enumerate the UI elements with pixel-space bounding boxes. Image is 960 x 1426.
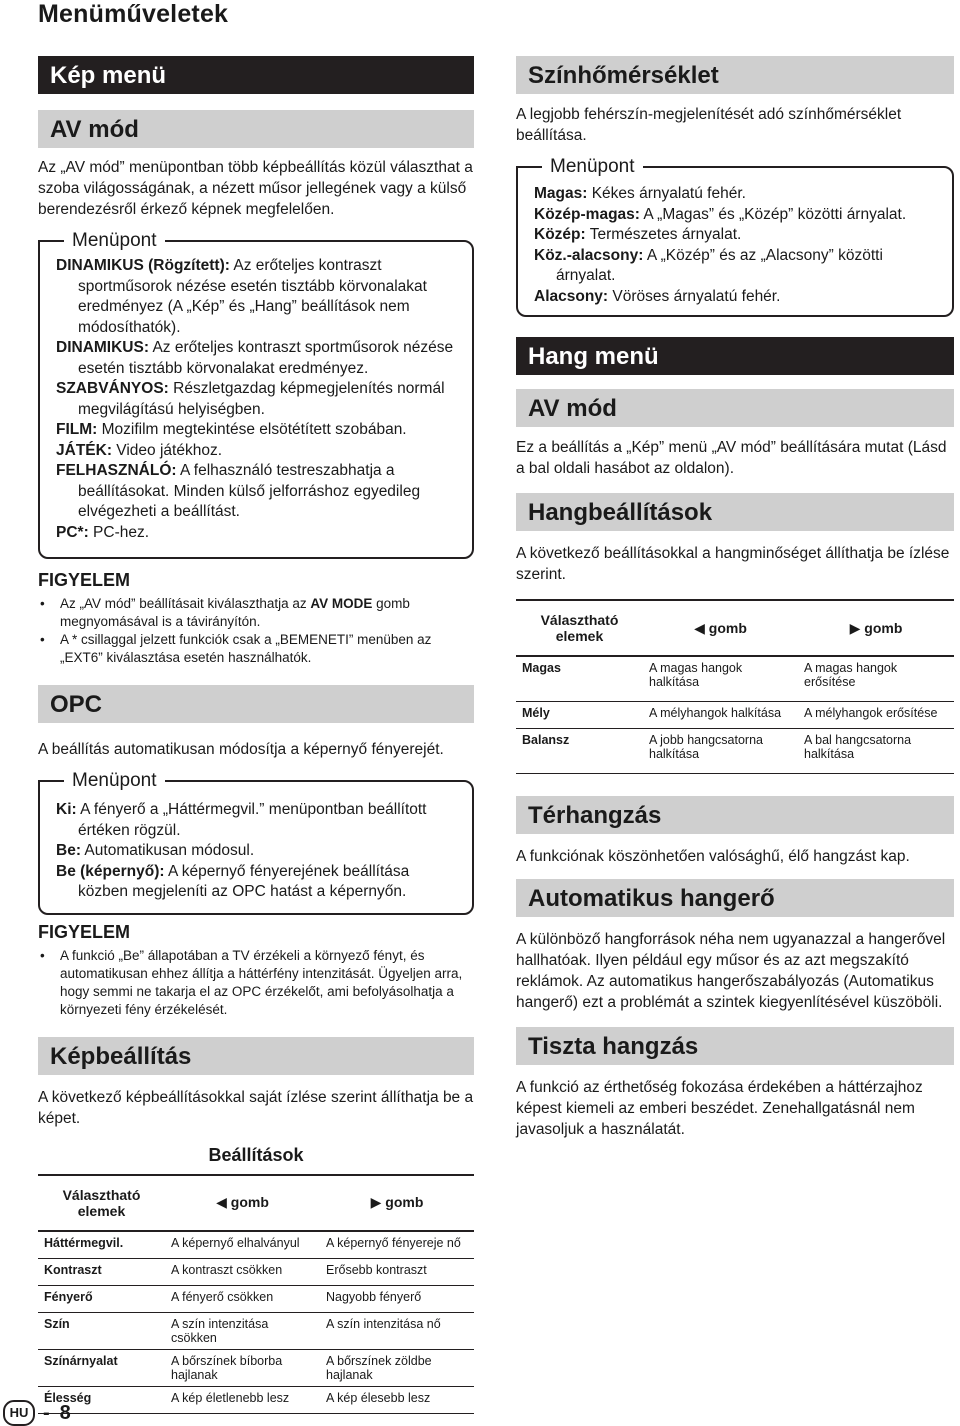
page-number-value: 8 [59, 1401, 71, 1424]
szinhomerseklet-intro: A legjobb fehérszín-megjelenítését adó színhőmérséklet beállítása. [516, 106, 902, 144]
menu-item-term: SZABVÁNYOS: [56, 380, 169, 397]
menu-item-text: Az erőteljes kontraszt sportműsorok nézése esetén tisztább körvonalakat eredményez (A „Kép” és „Hang” beállítások nem módosíthatók). [78, 257, 427, 336]
kepbeallitas-table [38, 1174, 474, 1414]
menu-item [56, 800, 462, 841]
menu-item-text: Az erőteljes kontraszt sportműsorok nézése esetén tisztább körvonalakat eredményez. [78, 339, 454, 377]
table-cell: A szín intenzitása csökken [165, 1312, 320, 1349]
menu-legend: Menüpont [542, 155, 643, 179]
page-separator: - [43, 1401, 50, 1424]
table-cell: Erősebb kontraszt [320, 1258, 474, 1285]
table-cell: Nagyobb fényerő [320, 1285, 474, 1312]
page-number [3, 1400, 71, 1426]
table-header-cell: ▶ gomb [320, 1175, 474, 1231]
table-row [516, 656, 954, 702]
table-row [38, 1231, 474, 1259]
menu-item-term: Közép: [534, 226, 586, 243]
menu-item-term: Be: [56, 842, 81, 859]
menu-item-term: Alacsony: [534, 287, 609, 305]
table-cell: Mély [516, 702, 643, 729]
menu-item-term: FILM: [56, 421, 98, 438]
table-cell: Fényerő [38, 1285, 165, 1312]
av-mod-hang-intro: Ez a beállítás a „Kép” menü „AV mód” beállítására mutat (Lásd a bal oldali hasábot az oldalon). [516, 439, 947, 477]
terhangzas-intro: A funkciónak köszönhetően valósághű, élő hangzást kap. [516, 848, 910, 865]
table-header-cell: Választható elemek [516, 600, 643, 656]
menu-item [56, 523, 462, 544]
table-row [38, 1312, 474, 1349]
table-cell: A bőrszínek zöldbe hajlanak [320, 1349, 474, 1386]
language-badge: HU [3, 1400, 35, 1426]
left-column [38, 56, 474, 1414]
table-cell: Háttérmegvil. [38, 1231, 165, 1259]
menu-item-text: Kékes árnyalatú fehér. [587, 185, 746, 202]
szin-items [534, 184, 942, 307]
note-item: • A funkció „Be” állapotában a TV érzékeli a környező fényt, és automatikusan ehhez állítja a háttérfény intenzitását. Ügyeljen arra, hogy semmi ne takarja el az OPC érzékelőt, ami befolyásolhatja a környezeti fény érzékelését. [38, 947, 474, 1019]
menu-item-term: Közép-magas: [534, 205, 640, 223]
table-cell: A mélyhangok erősítése [798, 702, 954, 729]
menu-item-term: FELHASZNÁLÓ: [56, 462, 177, 479]
heading-automatikus-hangero: Automatikus hangerő [516, 879, 954, 917]
heading-szinhomerseklet: Színhőmérséklet [516, 56, 954, 94]
menu-item-text: A „Közép” és az „Alacsony” közötti árnyalat. [556, 246, 883, 284]
menu-item-text: Mozifilm megtekintése elsötétített szobában. [97, 421, 407, 438]
note-item: • Az „AV mód” beállításait kiválaszthatja az AV MODE gomb megnyomásával is a távirányítón. [38, 595, 474, 631]
kepbeallitas-intro: A következő képbeállításokkal saját ízlése szerint állíthatja be a képet. [38, 1088, 474, 1127]
figyelem-heading: FIGYELEM [38, 921, 131, 942]
menu-item-text: Részletgazdag képmegjelenítés normál megvilágítású helyiségben. [78, 380, 445, 418]
menu-item [534, 184, 942, 205]
menu-item-term: DINAMIKUS (Rögzített): [56, 257, 230, 274]
opc-intro: A beállítás automatikusan módosítja a képernyő fényerejét. [38, 741, 444, 758]
menu-item [56, 256, 462, 338]
table-cell: A bal hangcsatorna halkítása [798, 729, 954, 774]
hangbeallitasok-table [516, 599, 954, 774]
menu-item [56, 461, 462, 523]
right-column [516, 56, 954, 1140]
page-title: Menüműveletek [38, 0, 229, 28]
menu-item-text: Video játékhoz. [111, 441, 222, 459]
szinhomerseklet-menu-box [516, 156, 954, 317]
menu-item-term: Köz.-alacsony: [534, 246, 644, 264]
section-hang-menu: Hang menü [516, 337, 954, 375]
menu-item-text: Vöröses árnyalatú fehér. [608, 287, 781, 305]
menu-item-term: Ki: [56, 801, 77, 818]
menu-item-text: PC-hez. [88, 523, 150, 541]
tiszta-hangzas-intro: A funkció az érthetőség fokozása érdekében a háttérzajhoz képest kiemeli az emberi beszédet. Zenehallgatásnál nem javasoljuk a használatát. [516, 1079, 923, 1138]
menu-item [534, 246, 942, 287]
menu-item [56, 862, 462, 903]
menu-item [56, 441, 462, 462]
menu-item-text: Természetes árnyalat. [585, 226, 742, 243]
heading-terhangzas: Térhangzás [516, 796, 954, 834]
menu-legend: Menüpont [64, 769, 165, 793]
menu-item [56, 420, 462, 441]
table-row [38, 1285, 474, 1312]
table-row [38, 1386, 474, 1413]
menu-item-term: PC*: [56, 523, 89, 541]
av-mod-menu-box [38, 230, 474, 559]
table-cell: Balansz [516, 729, 643, 774]
opc-items [56, 800, 462, 903]
menu-legend: Menüpont [64, 229, 165, 253]
table-cell: A képernyő fényereje nő [320, 1231, 474, 1259]
table-cell: Szín [38, 1312, 165, 1349]
table-header-cell: ◀ gomb [643, 600, 798, 656]
table-cell: A kép élesebb lesz [320, 1386, 474, 1413]
opc-notes [38, 947, 474, 1019]
table-cell: A kontraszt csökken [165, 1258, 320, 1285]
table-header-cell: ◀ gomb [165, 1175, 320, 1231]
menu-item [56, 338, 462, 379]
heading-av-mod-hang: AV mód [516, 389, 954, 427]
menu-item-term: JÁTÉK: [56, 441, 112, 459]
table-cell: A bőrszínek bíborba hajlanak [165, 1349, 320, 1386]
table-cell: A szín intenzitása nő [320, 1312, 474, 1349]
table-row [38, 1349, 474, 1386]
menu-item-text: A képernyő fényerejének beállítása közben megjeleníti az OPC hatást a képernyőn. [78, 862, 410, 900]
opc-menu-box [38, 770, 474, 915]
menu-item-term: Magas: [534, 185, 588, 202]
av-mod-notes [38, 595, 474, 667]
heading-tiszta-hangzas: Tiszta hangzás [516, 1027, 954, 1065]
heading-opc: OPC [38, 685, 474, 723]
table-cell: Magas [516, 656, 643, 702]
table-row [38, 1258, 474, 1285]
menu-item-term: Be (képernyő): [56, 862, 165, 880]
menu-item [56, 841, 462, 862]
automatikus-hangero-intro: A különböző hangforrások néha nem ugyanazzal a hangerővel hallhatóak. Ilyen például egy műsor és az azt megszakító reklámok. Az automatikus hangerőszabályozás (Automatikus hangerő) ezt a problémát a szintek kiegyenlítésével küszöböli. [516, 931, 946, 1011]
table-cell: Színárnyalat [38, 1349, 165, 1386]
table-cell: A magas hangok erősítése [798, 656, 954, 702]
table-cell: A fényerő csökken [165, 1285, 320, 1312]
menu-item-text: A felhasználó testreszabhatja a beállításokat. Minden külső jelforráshoz egyedileg elvégezheti a beállítást. [78, 462, 421, 520]
table-cell: Élesség [38, 1386, 165, 1413]
heading-av-mod: AV mód [38, 110, 474, 148]
note-item: • A * csillaggal jelzett funkciók csak a „BEMENETI” menüben az „EXT6” kiválasztása esetén használhatók. [38, 631, 474, 667]
table-cell: A magas hangok halkítása [643, 656, 798, 702]
table-cell: A kép életlenebb lesz [165, 1386, 320, 1413]
table-title: Beállítások [208, 1144, 304, 1165]
hangbeallitasok-intro: A következő beállításokkal a hangminőséget állíthatja be ízlése szerint. [516, 545, 950, 583]
table-header-row [516, 600, 954, 656]
section-kep-menu: Kép menü [38, 56, 474, 94]
menu-item-text: Automatikusan módosul. [80, 842, 255, 859]
menu-item-text: A fényerő a „Háttérmegvil.” menüpontban beállított értéken rögzül. [76, 801, 427, 839]
menu-item [534, 225, 942, 246]
heading-kepbeallitas: Képbeállítás [38, 1037, 474, 1075]
figyelem-heading: FIGYELEM [38, 570, 131, 590]
menu-item [534, 205, 942, 226]
av-mod-intro: Az „AV mód” menüpontban több képbeállítás közül választhat a szoba világosságának, a nézett műsor jellegének vagy a külső berendezésről érkező képnek megfelelően. [38, 159, 473, 218]
menu-item [56, 379, 462, 420]
table-row [516, 702, 954, 729]
table-cell: A mélyhangok halkítása [643, 702, 798, 729]
menu-item [534, 287, 942, 308]
table-header-cell: ▶ gomb [798, 600, 954, 656]
av-mod-items [56, 256, 462, 543]
table-cell: A jobb hangcsatorna halkítása [643, 729, 798, 774]
menu-item-text: A „Magas” és „Közép” közötti árnyalat. [639, 205, 907, 223]
table-header-cell: Választható elemek [38, 1175, 165, 1231]
menu-item-term: DINAMIKUS: [56, 339, 149, 356]
heading-hangbeallitasok: Hangbeállítások [516, 493, 954, 531]
table-cell: Kontraszt [38, 1258, 165, 1285]
table-row [516, 729, 954, 774]
table-header-row [38, 1175, 474, 1231]
table-cell: A képernyő elhalványul [165, 1231, 320, 1259]
